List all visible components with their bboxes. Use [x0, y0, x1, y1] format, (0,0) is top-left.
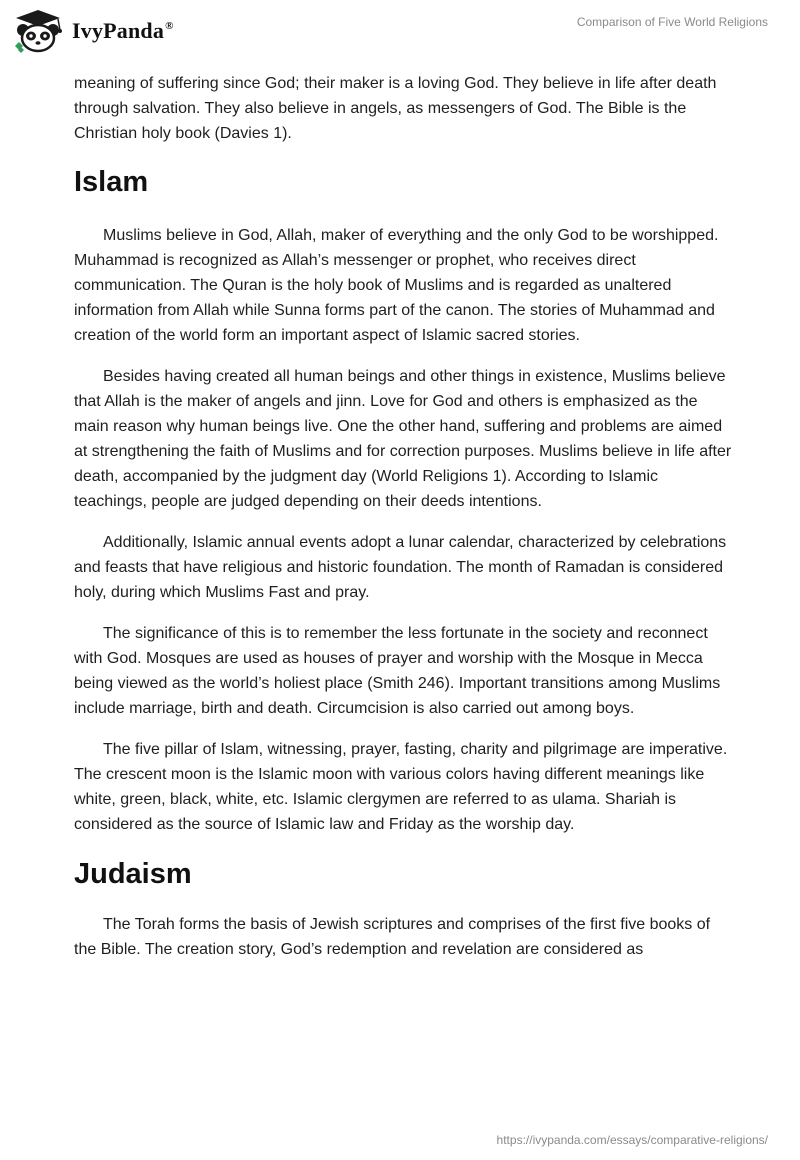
section-heading-judaism: Judaism [74, 858, 192, 890]
panda-graduate-icon [14, 8, 66, 54]
paragraph: Besides having created all human beings and other things in existence, Muslims believe that Allah is the maker of angels and jinn. Love for God and others is emphasized as the main reason why human beings live. One the other hand, suffering and problems are aimed at strengthening the faith of Muslims and for correction purposes. Muslims believe in life after death, accompanied by the judgment day (World Religions 1). According to Islamic teachings, people are judged depending on their deeds intentions. [74, 368, 732, 510]
paragraph: The significance of this is to remember the less fortunate in the society and reconnect with God. Mosques are used as houses of prayer and worship with the Mosque in Mecca being viewed as the world’s holiest place (Smith 246). Important transitions among Muslims include marriage, birth and death. Circumcision is also carried out among boys. [74, 625, 721, 717]
paragraph: Additionally, Islamic annual events adopt a lunar calendar, characterized by celebrations and feasts that have religious and historic foundation. The month of Ramadan is considered holy, during which Muslims Fast and pray. [74, 534, 727, 601]
paragraph: Muslims believe in God, Allah, maker of everything and the only God to be worshipped. Muhammad is recognized as Allah’s messenger or prophet, who receives direct communication. The Quran is the holy book of Muslims and is regarded as unaltered information from Allah while Sunna forms part of the canon. The stories of Muhammad and creation of the world form an important aspect of Islamic sacred stories. [74, 227, 719, 344]
registered-mark: ® [165, 20, 174, 32]
intro-paragraph: meaning of suffering since God; their maker is a loving God. They believe in life after death through salvation. They also believe in angels, as messengers of God. The Bible is the Christian holy book (Davies 1). [74, 75, 717, 142]
essay-content [74, 71, 734, 962]
section-heading-islam: Islam [74, 166, 149, 198]
source-url[interactable]: https://ivypanda.com/essays/comparative-religions/ [496, 1133, 768, 1147]
paragraph: The Torah forms the basis of Jewish scriptures and comprises of the first five books of the Bible. The creation story, God’s redemption and revelation are considered as [74, 916, 711, 958]
logo-text: IvyPanda® [72, 18, 174, 43]
paragraph: The five pillar of Islam, witnessing, prayer, fasting, charity and pilgrimage are imperative. The crescent moon is the Islamic moon with various colors having different meanings like white, green, black, white, etc. Islamic clergymen are referred to as ulama. Shariah is considered as the source of Islamic law and Friday as the worship day. [74, 741, 728, 833]
document-title: Comparison of Five World Religions [576, 15, 768, 29]
page-header [0, 0, 800, 70]
ivypanda-logo[interactable] [14, 8, 174, 54]
